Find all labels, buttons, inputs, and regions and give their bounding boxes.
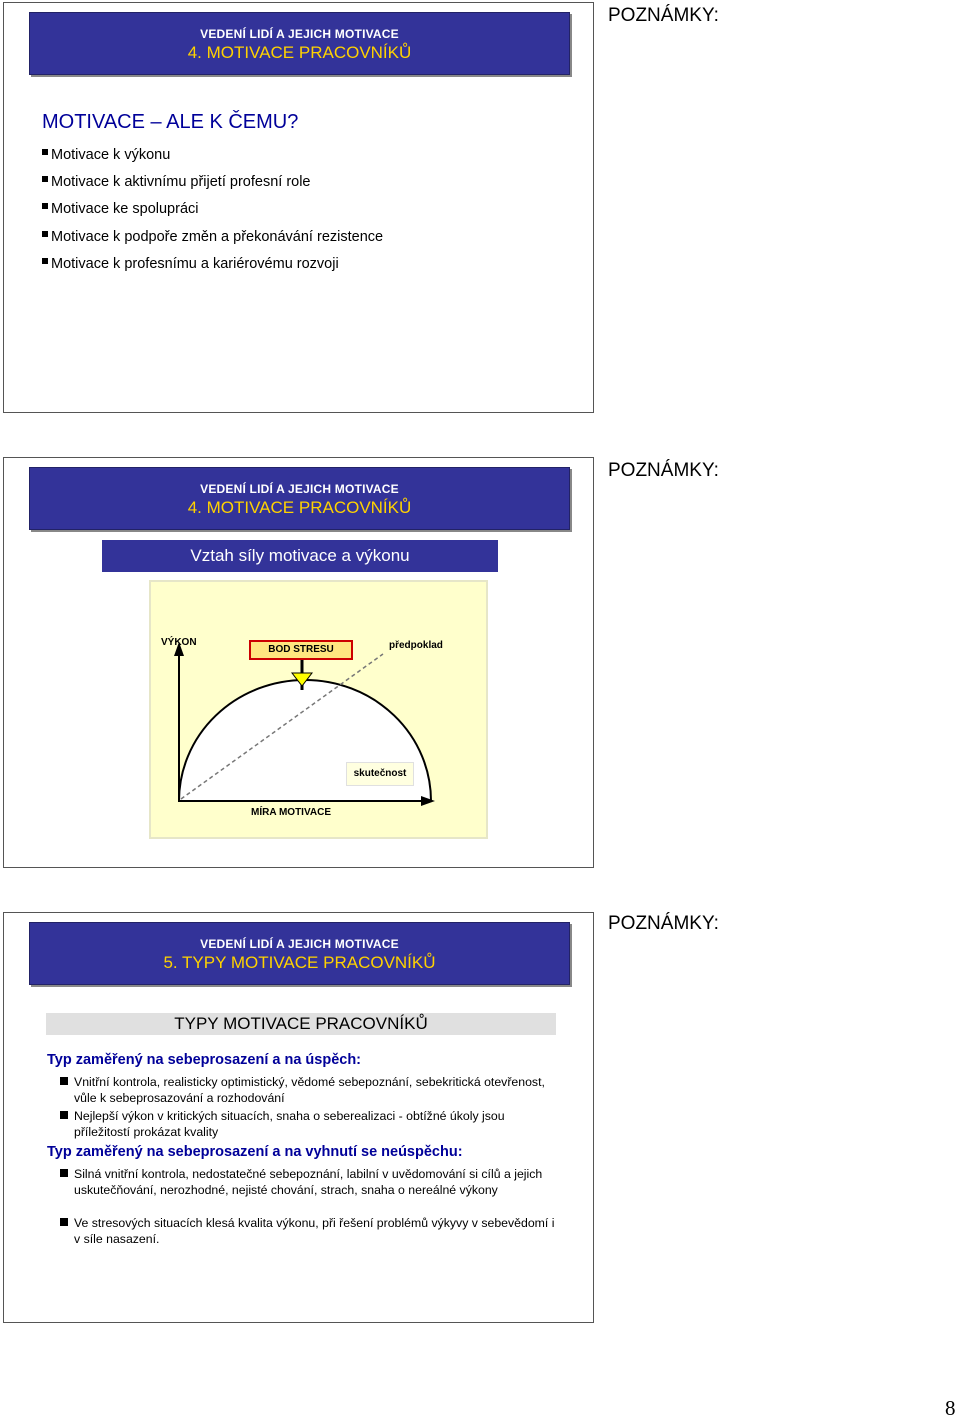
list-item-text: Motivace ke spolupráci <box>51 201 199 218</box>
diagram-svg <box>151 582 486 837</box>
bullet-icon <box>42 176 48 182</box>
list-item-text: Ve stresových situacích klesá kvalita výkonu, při řešení problémů výkyvy v sebevědomí i v síle nasazení. <box>74 1216 555 1246</box>
types-banner: TYPY MOTIVACE PRACOVNÍKŮ <box>46 1013 556 1035</box>
list-item <box>60 1108 560 1140</box>
list-item <box>60 1074 560 1106</box>
motivation-performance-diagram <box>149 580 488 839</box>
y-axis-label: VÝKON <box>161 637 197 648</box>
list-item-text: Nejlepší výkon v kritických situacích, snaha o seberealizaci - obtížné úkoly jsou příležitostí prokázat kvality <box>74 1109 505 1139</box>
list-item <box>60 1166 560 1198</box>
bullet-icon <box>42 203 48 209</box>
assumption-label: předpoklad <box>389 640 443 651</box>
list-item-text: Motivace k výkonu <box>51 147 171 163</box>
header-title: 4. MOTIVACE PRACOVNÍKŮ <box>187 498 412 517</box>
type1-heading: Typ zaměřený na sebeprosazení a na úspěch: <box>47 1052 362 1068</box>
page-number: 8 <box>945 1396 956 1420</box>
type2-heading: Typ zaměřený na sebeprosazení a na vyhnutí se neúspěchu: <box>47 1144 463 1160</box>
list-item-text: Motivace k profesnímu a kariérovému rozvoji <box>51 255 339 272</box>
slide-3 <box>3 912 594 1323</box>
slide-title: MOTIVACE – ALE K ČEMU? <box>42 111 299 133</box>
slide-header <box>29 922 570 985</box>
stress-point-label: BOD STRESU <box>249 640 353 660</box>
header-subtitle: VEDENÍ LIDÍ A JEJICH MOTIVACE <box>200 482 399 496</box>
list-item <box>42 169 383 196</box>
slide-1 <box>3 2 594 413</box>
bullet-icon <box>42 258 48 264</box>
notes-label: POZNÁMKY: <box>608 460 719 481</box>
list-item-text: Motivace k podpoře změn a překonávání rezistence <box>51 228 384 245</box>
x-axis-label: MÍRA MOTIVACE <box>251 807 331 818</box>
header-subtitle: VEDENÍ LIDÍ A JEJICH MOTIVACE <box>200 27 399 41</box>
diagram-banner: Vztah síly motivace a výkonu <box>102 540 498 572</box>
bullet-icon <box>60 1111 68 1119</box>
slide-2 <box>3 457 594 868</box>
motivation-list <box>42 142 383 278</box>
list-item <box>42 142 383 169</box>
list-item <box>60 1215 560 1247</box>
bullet-icon <box>42 231 48 237</box>
header-title: 4. MOTIVACE PRACOVNÍKŮ <box>187 43 412 62</box>
list-item <box>42 224 383 251</box>
list-item-text: Silná vnitřní kontrola, nedostatečné sebepoznání, labilní v uvědomování si cílů a jejich uskutečňování, nerozhodné, nejisté chování, strach, snaha o nereálné výkony <box>74 1167 543 1197</box>
list-item-text: Vnitřní kontrola, realisticky optimistický, vědomé sebepoznání, sebekritická otevřenost, vůle k sebeprosazování a rozhodování <box>74 1075 545 1105</box>
slide-header <box>29 12 570 75</box>
bullet-icon <box>60 1077 68 1085</box>
notes-label: POZNÁMKY: <box>608 5 719 26</box>
bullet-icon <box>42 149 48 155</box>
reality-label: skutečnost <box>346 762 414 786</box>
header-subtitle: VEDENÍ LIDÍ A JEJICH MOTIVACE <box>200 937 399 951</box>
bullet-icon <box>60 1169 68 1177</box>
list-item <box>42 251 383 278</box>
list-item <box>42 196 383 223</box>
bullet-icon <box>60 1218 68 1226</box>
list-item-text: Motivace k aktivnímu přijetí profesní role <box>51 174 311 191</box>
header-title: 5. TYPY MOTIVACE PRACOVNÍKŮ <box>163 953 436 972</box>
slide-header <box>29 467 570 530</box>
notes-label: POZNÁMKY: <box>608 913 719 934</box>
